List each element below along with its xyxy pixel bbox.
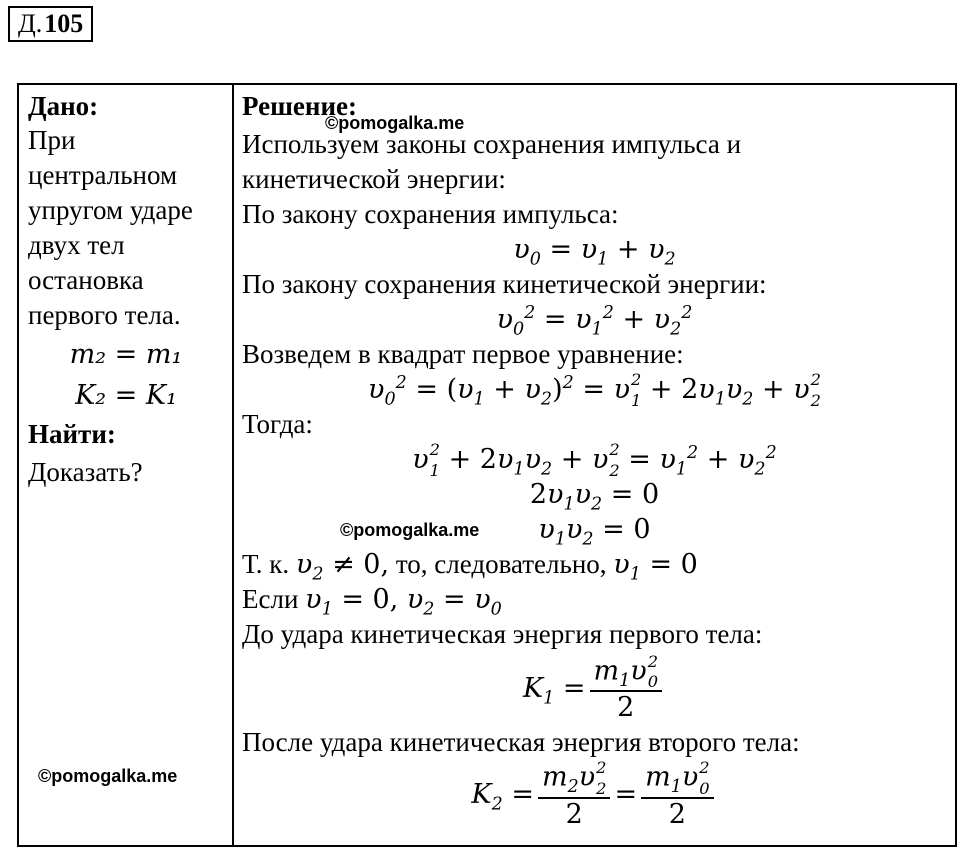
solution-header: Решение: — [242, 91, 357, 121]
task-table — [17, 83, 957, 847]
momentum-equation: $\upsilon_0 = \upsilon_1 + \upsilon_2$ — [513, 234, 676, 270]
solution-column — [233, 84, 956, 846]
problem-number: 105 — [44, 9, 84, 38]
find-header: Найти: — [28, 419, 116, 449]
watermark: ©pomogalka.me — [340, 520, 480, 540]
solution-intro-line: Используем законы сохранения импульса и — [242, 129, 742, 159]
given-text-line: остановка — [28, 265, 144, 295]
before-text: До удара кинетическая энергия первого тела: — [242, 619, 763, 649]
given-text-line: первого тела. — [28, 300, 181, 330]
since-line: Т. к. $\upsilon_2 \ne 0$, то, следовательно, $\upsilon_1 = 0$ — [242, 549, 698, 585]
if-line: Если $\upsilon_1 = 0$, $\upsilon_2 = \upsilon_0$ — [242, 584, 502, 620]
watermark: ©pomogalka.me — [38, 766, 178, 786]
given-formula-energy: K₂ = K₁ — [75, 380, 177, 411]
given-formula-mass: m₂ = m₁ — [69, 339, 183, 370]
if-text: Если — [242, 584, 299, 614]
product-zero-equation: $\upsilon_1\upsilon_2 = 0$ — [538, 514, 651, 550]
since-middle: то, следовательно, — [395, 549, 607, 579]
watermark: ©pomogalka.me — [325, 113, 465, 133]
since-prefix: Т. к. — [242, 549, 290, 579]
given-text-line: упругом ударе — [28, 195, 193, 225]
given-text-line: центральном — [28, 160, 178, 190]
squared-equation: $\upsilon_0^2 = (\upsilon_1 + \upsilon_2)^2 = \upsilon$ 2 1 + $2\upsilon_1\upsilon_2 + \upsilon$ 2 2 — [368, 370, 821, 410]
solution-intro-line: кинетической энергии: — [242, 164, 506, 194]
energy-before-formula: $K_1$ = $m_1\upsilon$ 2 0 2 — [242, 656, 947, 723]
energy-law-text: По закону сохранения кинетической энергии: — [242, 269, 767, 299]
problem-prefix: Д. — [18, 9, 43, 38]
then-text: Тогда: — [242, 409, 313, 439]
after-text: После удара кинетическая энергия второго тела: — [242, 727, 800, 758]
momentum-law-text: По закону сохранения импульса: — [242, 199, 619, 229]
product-equation: $2\upsilon_1\upsilon_2 = 0$ — [529, 479, 660, 515]
given-text-line: При — [28, 125, 76, 155]
given-text-line: двух тел — [28, 230, 125, 260]
problem-label — [8, 6, 93, 42]
square-text: Возведем в квадрат первое уравнение: — [242, 339, 684, 369]
energy-after-formula: $K_2$ = $m_2\upsilon$ 2 2 2 = $m_1\upsilon$ 2 0 2 — [242, 762, 947, 829]
combined-equation: υ 2 1 + $2\upsilon_1\upsilon_2 + \upsilon$ 2 2 = $\upsilon_1^2 + \upsilon_2^2$ — [412, 440, 777, 480]
find-text: Доказать? — [28, 457, 143, 487]
energy-equation: $\upsilon_0^2 = \upsilon_1^2 + \upsilon_2^2$ — [496, 303, 693, 340]
given-column — [18, 84, 233, 846]
given-header: Дано: — [28, 91, 99, 121]
